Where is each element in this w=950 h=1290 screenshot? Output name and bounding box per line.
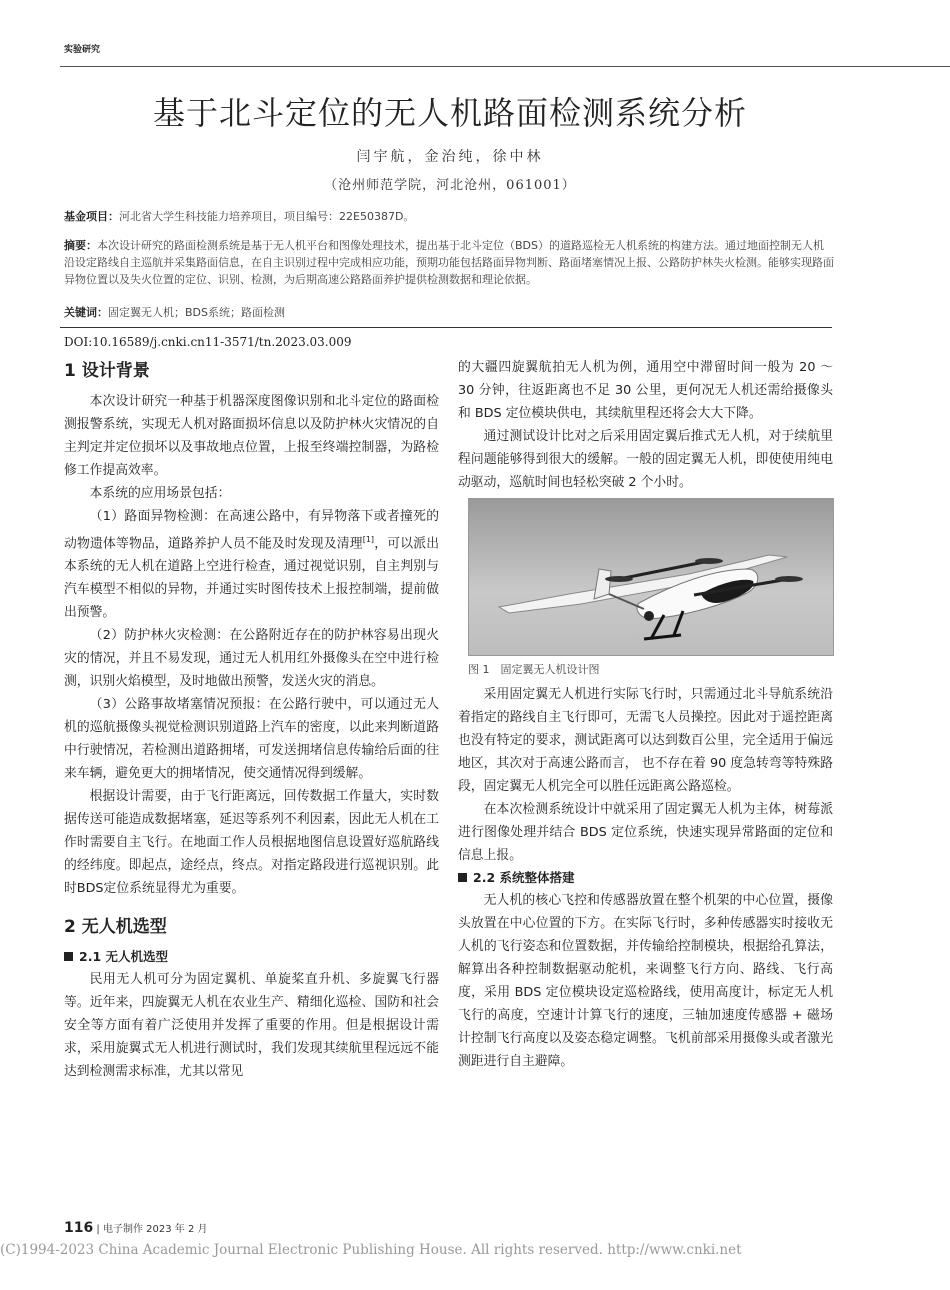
copyright-watermark: (C)1994-2023 China Academic Journal Electronic Publishing House. All rights reserved. http://www.cnki.net — [0, 1242, 742, 1258]
paragraph: 在本次检测系统设计中就采用了固定翼无人机为主体，树莓派进行图像处理并结合 BDS 定位系统，快速实现异常路面的定位和信息上报。 — [458, 802, 833, 863]
tail-fin — [594, 569, 611, 599]
uav-figure — [468, 498, 834, 656]
paragraph: 无人机的核心飞控和传感器放置在整个机架的中心位置，摄像头放置在中心位置的下方。在实际飞行时，多种传感器实时接收无人机的飞行姿态和位置数据，并传输给控制模块，根据给孔算法，解算出各种控制数据驱动舵机，来调整飞行方向、路线、飞行高度，采用 BDS 定位模块设定巡检路线，使用高度计，标定无人机飞行的高度，空速计计算飞行的速度，三轴加速度传感器 + 磁场计控制飞行高度以及姿态稳定调整。飞机前部采用摄像头或者激光测距进行自主避障。 — [458, 893, 833, 1069]
paragraph: 本次设计研究一种基于机器深度图像识别和北斗定位的路面检测报警系统，实现无人机对路面损坏信息以及防护林火灾情况的自主判定并定位损坏以及事故地点位置，上报至终端控制器，为路检修工作提高效率。 — [64, 394, 439, 478]
paragraph: 民用无人机可分为固定翼机、单旋桨直升机、多旋翼飞行器等。近年来，四旋翼无人机在农业生产、精细化巡检、国防和社会安全等方面有着广泛使用并发挥了重要的作用。但是根据设计需求，采用旋翼式无人机进行测试时，我们发现其续航里程远远不能达到检测需求标准，尤其以常见 — [64, 972, 439, 1080]
figure-caption: 图 1 固定翼无人机设计图 — [468, 663, 600, 676]
paragraph-text: （1）路面异物检测：在高速公路中，有异物落下或者撞死的动物遗体等物品，道路养护人员不能及时发现及清理 — [64, 509, 439, 552]
keywords — [64, 304, 834, 321]
paper-title: 基于北斗定位的无人机路面检测系统分析 — [152, 94, 747, 132]
fund-line — [64, 208, 834, 225]
citation-ref[interactable]: [1] — [362, 535, 375, 544]
issue-date: 2023 年 2 月 — [146, 1224, 208, 1235]
propeller — [605, 576, 633, 582]
square-bullet-icon — [64, 952, 73, 961]
divider — [60, 327, 832, 328]
paragraph — [64, 505, 439, 624]
subheading-2-1: 2.1 无人机选型 — [64, 946, 439, 968]
fund-label: 基金项目： — [64, 210, 119, 223]
landing-gear — [644, 635, 681, 639]
keywords-label: 关键词： — [64, 306, 108, 319]
authors: 闫宇航，金治纯，徐中林 — [356, 149, 544, 165]
heading-2: 2 无人机选型 — [64, 917, 167, 938]
subheading-2-2: 2.2 系统整体搭建 — [458, 867, 833, 889]
tail-boom — [609, 594, 644, 609]
nose-camera — [644, 611, 654, 621]
paragraph: （2）防护林火灾检测：在公路附近存在的防护林容易出现火灾的情况，并且不易发现，通过无人机用红外摄像头在空中进行检测，识别火焰模型，及时地做出预警，发送火灾的消息。 — [64, 628, 439, 690]
paragraph: 采用固定翼无人机进行实际飞行时，只需通过北斗导航系统沿着指定的路线自主飞行即可，无需飞人员操控。因此对于遥控距离也没有特定的要求，测试距离可以达到数百公里，完全适用于偏远地区，其次对于高速公路而言， 也不存在着 90 度急转弯等特殊路段，固定翼无人机完全可以胜任远距离公路巡检。 — [458, 687, 833, 794]
heading-1: 1 设计背景 — [64, 361, 150, 381]
propeller — [695, 558, 723, 564]
paragraph: 根据设计需要，由于飞行距离远，回传数据工作量大，实时数据传送可能造成数据堵塞，延迟等系列不利因素，因此无人机在工作时需要自主飞行。在地面工作人员根据地图信息设置好巡航路线的经纬度。即起点，途经点，终点。对指定路段进行巡视识别。此时BDS定位系统显得尤为重要。 — [64, 789, 439, 897]
section-tag: 实验研究 — [64, 45, 101, 55]
paragraph: （3）公路事故堵塞情况预报：在公路行驶中，可以通过无人机的巡航摄像头视觉检测识别道路上汽车的密度，以此来判断道路中行驶情况，若检测出道路拥堵，可发送拥堵信息传输给后面的往来车辆，避免更大的拥堵情况，使交通情况得到缓解。 — [64, 697, 439, 782]
top-rule — [60, 66, 950, 67]
right-column — [458, 356, 833, 1073]
page-footer — [64, 1220, 208, 1236]
left-column — [64, 358, 439, 1083]
doi[interactable]: DOI:10.16589/j.cnki.cn11-3571/tn.2023.03.009 — [64, 335, 352, 349]
affiliation: （沧州师范学院，河北沧州，061001） — [324, 178, 576, 193]
paragraph: 本系统的应用场景包括： — [89, 486, 231, 501]
page-number: 116 — [64, 1220, 94, 1236]
paragraph: 通过测试设计比对之后采用固定翼后推式无人机，对于续航里程问题能够得到很大的缓解。一般的固定翼无人机，即使使用纯电动驱动，巡航时间也轻松突破 2 个小时。 — [458, 429, 833, 490]
abstract — [64, 237, 834, 288]
journal-name: 电子制作 — [102, 1224, 143, 1235]
keywords-text: 固定翼无人机；BDS系统；路面检测 — [108, 306, 285, 319]
footer-separator: | — [96, 1224, 103, 1235]
square-bullet-icon — [458, 873, 467, 882]
propeller — [775, 576, 803, 582]
paragraph-text: ，可以派出本系统的无人机在道路上空进行检查，通过视觉识别，自主判别与汽车模型不相似的异物，并通过实时图传技术上报控制端，提前做出预警。 — [64, 536, 440, 621]
abstract-label: 摘要： — [64, 239, 97, 252]
abstract-text: 本次设计研究的路面检测系统是基于无人机平台和图像处理技术，提出基于北斗定位（BDS）的道路巡检无人机系统的构建方法。通过地面控制无人机沿设定路线自主巡航并采集路面信息，在自主识别过程中完成相应功能，预期功能包括路面异物判断、路面堵塞情况上报、公路防护林失火检测。能够实现路面异物位置以及失火位置的定位、识别、检测，为后期高速公路路面养护提供检测数据和理论依据。 — [64, 239, 834, 286]
paragraph: 的大疆四旋翼航拍无人机为例，通用空中滞留时间一般为 20 ～ 30 分钟，往返距离也不足 30 公里，更何况无人机还需给摄像头和 BDS 定位模块供电，其续航里程还将会大大下降。 — [458, 360, 833, 421]
fixed-wing-uav-image — [469, 499, 833, 655]
fund-text: 河北省大学生科技能力培养项目，项目编号：22E50387D。 — [119, 210, 415, 223]
